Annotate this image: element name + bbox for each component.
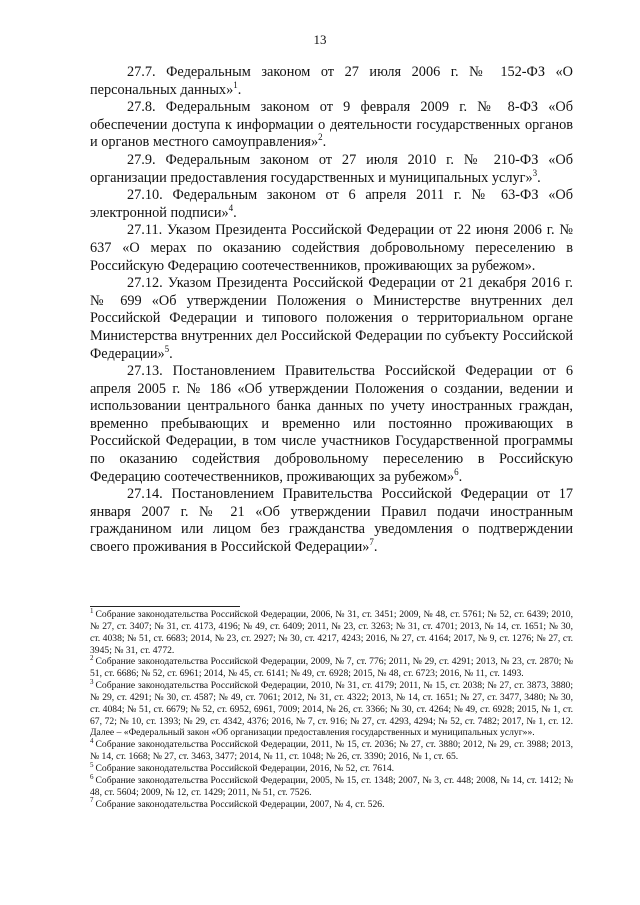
paragraph-text: 27.14. Постановлением Правительства Российской Федерации от 17 января 2007 г. № 21 «Об утверждении Правил подачи иностранным гражданином или лицом без гражданства уведомления о подтверждении своего проживания в Российской Федерации» — [90, 486, 573, 556]
footnote-text: Собрание законодательства Российской Федерации, 2005, № 15, ст. 1348; 2007, № 3, ст. 448; 2008, № 14, ст. 1412; № 48, ст. 5604; 2009, № 12, ст. 1429; 2011, № 51, ст. 7526. — [90, 774, 573, 798]
paragraph-text: 27.11. Указом Президента Российской Федерации от 22 июня 2006 г. № 637 «О мерах по оказанию содействия добровольному переселению в Российскую Федерацию соотечественников, проживающих за рубежом». — [90, 222, 573, 274]
footnote-1 — [90, 606, 573, 656]
footnote-separator — [90, 606, 240, 607]
paragraph-27-13: 27.13. Постановлением Правительства Российской Федерации от 6 апреля 2005 г. № 186 «Об утверждении Положения о создании, ведении и использовании центрального банка данных по учету иностранных граждан, временно пребывающих и временно или постоянно проживающих в Российской Федерации, в том числе участников Государственной программы по оказанию содействия добровольному переселению в Российскую Федерацию соотечественников, проживающих за рубежом»$^6$. — [90, 363, 573, 485]
footnote-6 — [90, 772, 573, 799]
footnote-number: 3 — [90, 677, 94, 686]
paragraph-27-7: 27.7. Федеральным законом от 27 июля 2006 г. № 152-ФЗ «О персональных данных»$^1$. — [90, 64, 573, 98]
footnote-5 — [90, 760, 573, 775]
paragraph-27-8: 27.8. Федеральным законом от 9 февраля 2009 г. № 8-ФЗ «Об обеспечении доступа к информации о деятельности государственных органов и органов местного самоуправления»$^2$. — [90, 99, 573, 151]
footnote-number: 6 — [90, 772, 94, 781]
footnote-ref: 7 — [369, 537, 374, 548]
paragraph-27-9: 27.9. Федеральным законом от 27 июля 2010 г. № 210-ФЗ «Об организации предоставления государственных и муниципальных услуг»$^3$. — [90, 151, 573, 186]
footnote-3 — [90, 677, 573, 739]
footnote-text: Собрание законодательства Российской Федерации, 2011, № 15, ст. 2036; № 27, ст. 3880; 2012, № 29, ст. 3988; 2013, № 14, ст. 1668; № 27, ст. 3463, 3477; 2014, № 11, ст. 1048; № 26, ст. 3390; 2016, № 1, ст. 65. — [90, 739, 573, 763]
footnote-ref: 2 — [318, 132, 323, 143]
footnote-number: 4 — [90, 737, 94, 746]
footnote-number: 1 — [90, 606, 94, 615]
footnote-text: Собрание законодательства Российской Федерации, 2009, № 7, ст. 776; 2011, № 29, ст. 4291; 2013, № 23, ст. 2870; № 51, ст. 6686; № 52, ст. 6961; 2014, № 45, ст. 6141; № 49, ст. 6928; 2015, № 48, ст. 6723; 2016, № 11, ст. 1493. — [90, 656, 573, 680]
footnote-text: Собрание законодательства Российской Федерации, 2007, № 4, ст. 526. — [95, 798, 385, 810]
paragraph-text: 27.7. Федеральным законом от 27 июля 2006 г. № 152-ФЗ «О персональных данных» — [90, 64, 573, 98]
paragraph-text: 27.12. Указом Президента Российской Федерации от 21 декабря 2016 г. № 699 «Об утверждении Положения о Министерстве внутренних дел Российской Федерации и типового положения о территориальном органе Министерства внутренних дел Российской Федерации по субъекту Российской Федерации» — [90, 275, 573, 362]
footnote-number: 5 — [90, 760, 94, 769]
footnote-ref: 3 — [532, 167, 538, 178]
paragraph-27-10: 27.10. Федеральным законом от 6 апреля 2011 г. № 63-ФЗ «Об электронной подписи»$^4$. — [90, 187, 573, 221]
page-number: 13 — [313, 32, 327, 47]
paragraph-27-14: 27.14. Постановлением Правительства Российской Федерации от 17 января 2007 г. № 21 «Об утверждении Правил подачи иностранным гражданином или лицом без гражданства уведомления о подтверждении своего проживания в Российской Федерации»$^7$. — [90, 486, 573, 556]
paragraph-text: 27.9. Федеральным законом от 27 июля 2010 г. № 210-ФЗ «Об организации предоставления государственных и муниципальных услуг» — [90, 151, 573, 186]
footnote-text: Собрание законодательства Российской Федерации, 2010, № 31, ст. 4179; 2011, № 15, ст. 2038; № 27, ст. 3873, 3880; № 29, ст. 4291; № 30, ст. 4587; № 49, ст. 7061; 2012, № 31, ст. 4322; 2013, № 14, ст. 1651; № 27, ст. 3477, 3480; № 30, ст. 4084; № 51, ст. 6679; № 52, ст. 6952, 6961, 7009; 2014, № 26, ст. 3366; № 30, ст. 4264; № 49, ст. 6928; 2015, № 1, ст. 67, 72; № 10, ст. 1393; № 29, ст. 4342, 4376; 2016, № 7, ст. 916; № 27, ст. 4293, 4294; № 52, ст. 7482; 2017, № 1, ст. 12. Далее – «Федеральный закон «Об организации предоставления государственных и муниципальных услуг»». — [90, 680, 573, 739]
main-text — [90, 64, 573, 557]
paragraph-text: 27.8. Федеральным законом от 9 февраля 2009 г. № 8-ФЗ «Об обеспечении доступа к информации о деятельности государственных органов и органов местного самоуправления» — [90, 99, 573, 151]
footnote-number: 7 — [90, 796, 94, 805]
footnote-7 — [90, 796, 573, 811]
footnote-text: Собрание законодательства Российской Федерации, 2006, № 31, ст. 3451; 2009, № 48, ст. 5761; № 52, ст. 6439; 2010, № 27, ст. 3407; № 31, ст. 4173, 4196; № 49, ст. 6409; 2011, № 23, ст. 3263; № 31, ст. 4701; 2013, № 14, ст. 1651; № 30, ст. 4038; № 51, ст. 6683; 2014, № 23, ст. 2927; № 30, ст. 4217, 4243; 2016, № 27, ст. 4164; 2017, № 9, ст. 1276; № 27, ст. 3945; № 31, ст. 4772. — [90, 609, 573, 656]
footnote-4 — [90, 739, 573, 763]
footnotes — [90, 606, 573, 810]
footnote-ref: 5 — [164, 343, 170, 354]
footnote-number: 2 — [90, 654, 94, 663]
footnote-ref: 4 — [228, 202, 234, 213]
paragraph-text: 27.13. Постановлением Правительства Российской Федерации от 6 апреля 2005 г. № 186 «Об утверждении Положения о создании, ведении и использовании центрального банка данных по учету иностранных граждан, временно пребывающих и временно или постоянно проживающих в Российской Федерации, в том числе участников Государственной программы по оказанию содействия добровольному переселению в Российскую Федерацию соотечественников, проживающих за рубежом» — [90, 363, 573, 485]
footnote-ref: 1 — [233, 79, 238, 90]
paragraph-text: 27.10. Федеральным законом от 6 апреля 2011 г. № 63-ФЗ «Об электронной подписи» — [90, 187, 573, 221]
footnote-ref: 6 — [454, 466, 459, 477]
paragraph-27-12: 27.12. Указом Президента Российской Федерации от 21 декабря 2016 г. № 699 «Об утверждении Положения о Министерстве внутренних дел Российской Федерации и типового положения о территориальном органе Министерства внутренних дел Российской Федерации по субъекту Российской Федерации»$^5$. — [90, 275, 573, 362]
footnote-2 — [90, 656, 573, 680]
paragraph-27-11 — [90, 222, 573, 275]
footnote-text: Собрание законодательства Российской Федерации, 2016, № 52, ст. 7614. — [95, 762, 395, 774]
